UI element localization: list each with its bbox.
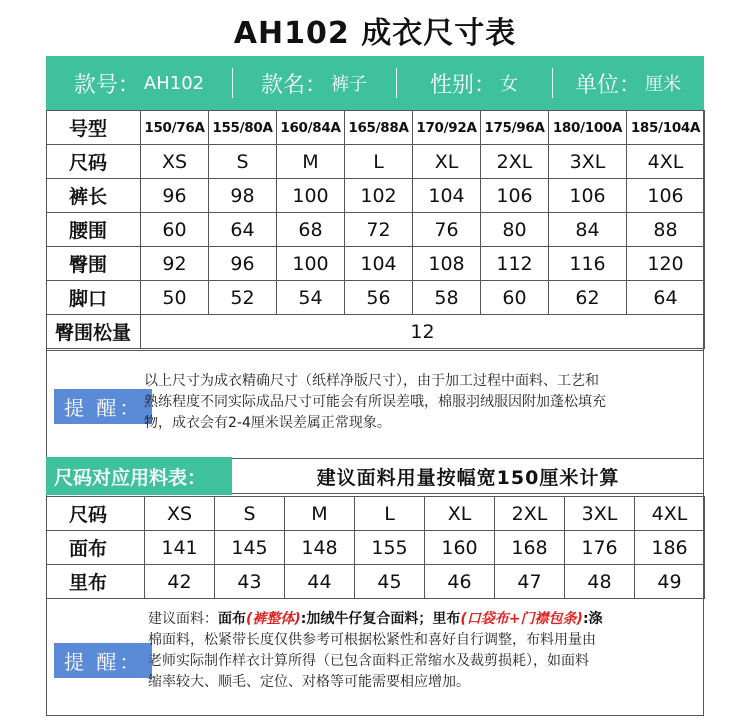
tip-text-2: [148, 609, 700, 693]
item-no-value: AH102: [143, 72, 205, 94]
size-cell: 96: [209, 247, 277, 281]
size-row: [47, 281, 705, 315]
fabric-cell: 155: [355, 531, 425, 565]
size-cell: 80: [481, 213, 549, 247]
size-cell: 100: [277, 179, 345, 213]
gender-label: 性别：: [429, 72, 496, 98]
size-cell: 52: [209, 281, 277, 315]
size-row: [47, 111, 705, 145]
unit-cell: [552, 56, 704, 110]
name-cell: [232, 56, 396, 110]
size-cell: S: [209, 145, 277, 179]
tip2-l1-f: (口袋布+门襟包条): [460, 611, 583, 627]
fabric-cell: 141: [145, 531, 215, 565]
tip2-line3: 老师实际制作样衣计算所得（已包含面料正常缩水及裁剪损耗），如面料: [148, 653, 589, 669]
size-cell: 96: [141, 179, 209, 213]
fabric-section-label: 尺码对应用料表：: [46, 457, 232, 495]
fabric-cell: XS: [145, 497, 215, 531]
fabric-cell: 145: [215, 531, 285, 565]
tip2-line1: [148, 609, 700, 630]
size-table: [46, 110, 705, 349]
fabric-cell: 2XL: [495, 497, 565, 531]
size-cell: 60: [141, 213, 209, 247]
fabric-cell: 3XL: [565, 497, 635, 531]
fabric-cell: 47: [495, 565, 565, 599]
hip-ease-label: 臀围松量: [47, 315, 141, 349]
fabric-row-label: 尺码: [47, 497, 145, 531]
item-no-label: 款号：: [73, 72, 140, 98]
size-cell: XL: [413, 145, 481, 179]
size-cell: 106: [481, 179, 549, 213]
name-value: 裤子: [331, 74, 367, 95]
size-row: [47, 247, 705, 281]
fabric-row: [47, 531, 705, 565]
tip-box-2: [46, 598, 704, 716]
size-cell: 180/100A: [549, 111, 627, 145]
size-cell: 88: [627, 213, 705, 247]
fabric-row: [47, 565, 705, 599]
unit-label: 单位：: [574, 72, 641, 98]
size-cell: XS: [141, 145, 209, 179]
size-cell: 104: [413, 179, 481, 213]
tip2-l1-d: :加绒牛仔复合面料；: [300, 611, 433, 627]
fabric-cell: 186: [635, 531, 705, 565]
size-cell: 92: [141, 247, 209, 281]
page-title: AH102 成衣尺寸表: [233, 16, 517, 51]
size-row: [47, 145, 705, 179]
size-row-label: 号型: [47, 111, 141, 145]
hip-ease-row: [47, 315, 705, 349]
fabric-cell: 42: [145, 565, 215, 599]
fabric-cell: 46: [425, 565, 495, 599]
fabric-row-label: 里布: [47, 565, 145, 599]
size-row: [47, 179, 705, 213]
header-bar: [46, 56, 704, 110]
gender-cell: [396, 56, 552, 110]
size-cell: M: [277, 145, 345, 179]
size-cell: 155/80A: [209, 111, 277, 145]
size-cell: 64: [209, 213, 277, 247]
tip2-l1-b: 面布: [218, 611, 246, 627]
size-cell: 68: [277, 213, 345, 247]
fabric-table: [46, 496, 705, 599]
size-cell: 116: [549, 247, 627, 281]
size-cell: 76: [413, 213, 481, 247]
size-cell: 104: [345, 247, 413, 281]
size-row-label: 臀围: [47, 247, 141, 281]
tip2-l1-a: 建议面料：: [148, 611, 218, 627]
size-cell: 120: [627, 247, 705, 281]
fabric-cell: 168: [495, 531, 565, 565]
size-cell: 98: [209, 179, 277, 213]
fabric-cell: 48: [565, 565, 635, 599]
fabric-cell: 4XL: [635, 497, 705, 531]
fabric-section-note: 建议面料用量按幅宽150厘米计算: [316, 466, 620, 489]
fabric-section-bar: [46, 458, 704, 494]
fabric-cell: 45: [355, 565, 425, 599]
tip1-line2: 熟练程度不同实际成品尺寸可能会有所误差哦，棉服羽绒服因附加蓬松填充: [144, 394, 606, 410]
fabric-cell: 176: [565, 531, 635, 565]
fabric-row-label: 面布: [47, 531, 145, 565]
size-cell: 62: [549, 281, 627, 315]
size-cell: 106: [627, 179, 705, 213]
size-cell: 165/88A: [345, 111, 413, 145]
size-cell: 102: [345, 179, 413, 213]
fabric-cell: XL: [425, 497, 495, 531]
tip1-line3: 物，成衣会有2-4厘米误差属正常现象。: [144, 415, 391, 431]
size-cell: 50: [141, 281, 209, 315]
tip-badge-2: 提 醒：: [54, 643, 152, 678]
size-cell: 175/96A: [481, 111, 549, 145]
tip-box-1: [46, 350, 704, 458]
size-cell: 106: [549, 179, 627, 213]
gender-value: 女: [500, 74, 518, 95]
size-cell: 108: [413, 247, 481, 281]
size-cell: 56: [345, 281, 413, 315]
size-row-label: 腰围: [47, 213, 141, 247]
size-cell: L: [345, 145, 413, 179]
tip2-line2: 棉面料，松紧带长度仅供参考可根据松紧性和喜好自行调整，布料用量由: [148, 632, 596, 648]
unit-value: 厘米: [645, 74, 681, 95]
name-label: 款名：: [260, 72, 327, 98]
size-cell: 2XL: [481, 145, 549, 179]
size-cell: 160/84A: [277, 111, 345, 145]
size-cell: 54: [277, 281, 345, 315]
size-cell: 112: [481, 247, 549, 281]
size-cell: 58: [413, 281, 481, 315]
size-row-label: 尺码: [47, 145, 141, 179]
tip1-line1: 以上尺寸为成衣精确尺寸（纸样净版尺寸），由于加工过程中面料、工艺和: [144, 373, 599, 389]
size-cell: 60: [481, 281, 549, 315]
tip-text-1: [144, 371, 606, 434]
hip-ease-value: 12: [141, 315, 705, 349]
fabric-cell: 148: [285, 531, 355, 565]
tip2-line4: 缩率较大、顺毛、定位、对格等可能需要相应增加。: [148, 674, 470, 690]
tip2-l1-e: 里布: [432, 611, 461, 627]
size-cell: 72: [345, 213, 413, 247]
size-row-label: 裤长: [47, 179, 141, 213]
fabric-cell: S: [215, 497, 285, 531]
size-cell: 3XL: [549, 145, 627, 179]
size-cell: 170/92A: [413, 111, 481, 145]
tip2-l1-c: (裤整体): [246, 611, 301, 627]
size-row-label: 脚口: [47, 281, 141, 315]
item-no-cell: [46, 56, 232, 110]
size-cell: 150/76A: [141, 111, 209, 145]
size-row: [47, 213, 705, 247]
fabric-cell: M: [285, 497, 355, 531]
fabric-cell: 44: [285, 565, 355, 599]
fabric-cell: 49: [635, 565, 705, 599]
size-cell: 4XL: [627, 145, 705, 179]
tip-badge-1: 提 醒：: [54, 389, 152, 424]
fabric-cell: 43: [215, 565, 285, 599]
tip2-l1-g: :涤: [582, 611, 603, 627]
fabric-cell: L: [355, 497, 425, 531]
fabric-row: [47, 497, 705, 531]
size-cell: 84: [549, 213, 627, 247]
size-cell: 100: [277, 247, 345, 281]
fabric-cell: 160: [425, 531, 495, 565]
size-cell: 185/104A: [627, 111, 705, 145]
size-cell: 64: [627, 281, 705, 315]
